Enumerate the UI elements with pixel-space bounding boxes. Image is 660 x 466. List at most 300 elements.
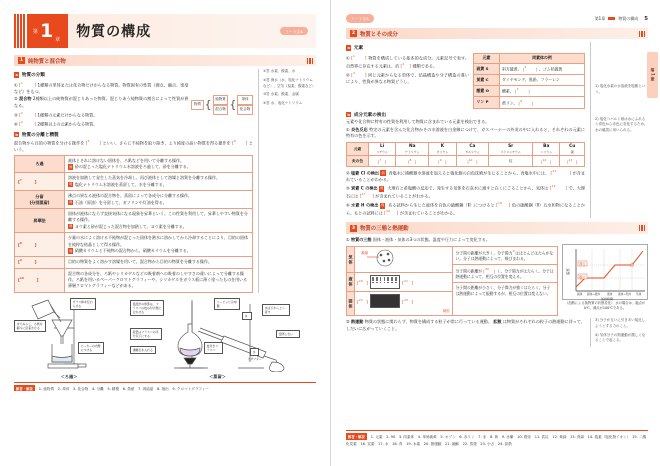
blank-number: 7 [19,177,22,182]
table-row [15,233,253,257]
blank-number: 9 [19,258,22,263]
answers-badge: 解答・解説 [16,386,33,391]
desc-text: 目的の物質をよく溶かす溶媒を用いて、混合物から目的の物質を分離する操作。 [68,259,212,265]
blank-number: 18 [498,201,503,206]
examples-cell [500,85,585,96]
item-text: 種類である。 [412,63,438,69]
blank-number: 4 [20,119,23,124]
state-label-solid: 固体 [347,292,355,315]
list-item [14,96,188,109]
blank-number: 20 [358,279,364,284]
section-2-columns [346,42,648,218]
desc-post: く、分子間力がはたらく。分子は熱運動によって、相互の位置を変える。 [455,268,554,280]
subsection-1b-badge: b [15,132,18,137]
table-row [474,63,585,74]
method-name: 昇華法 [15,208,65,232]
element-symbol: Ba [543,144,550,150]
item-keyword: 水素 H の検出 [351,202,379,208]
element-symbol: Ca [469,144,476,150]
desc-text: 固体が液体にならず直接気体になる現象を昇華という。この性質を利用して、昇華しやすい物質を分離する操作。 [68,210,248,223]
list-item [346,54,469,70]
element-cell: 炭素 C [474,75,500,85]
item-keyword: 炎色反応 [351,126,368,132]
chapter-dai-label: 第 [32,28,38,35]
method-name: ろ過 [15,155,65,173]
detection-item [346,184,585,200]
method-desc [65,257,253,268]
fill-blank[interactable]: [$^2$ ] [400,61,412,69]
experiment-figures [14,298,316,378]
svg-text:固体→液体: 固体→液体 [587,292,601,297]
section-2-main [346,42,585,218]
method-desc [65,173,253,191]
side-note: ④答 水、塩化ナトリウム [263,101,303,106]
section-1-title: 純物質と混合物 [28,58,66,65]
state-cell-gas [355,247,452,272]
item-keyword: 塩素 Cl の検出 [351,170,379,176]
fill-blank[interactable]: [$^4$ ] [18,119,37,126]
item-text: 物質の状態に関わらず、物質を構成する粒子が常に行っている運動。 [364,319,492,325]
blank-number: 8 [409,158,412,163]
method-name-blank[interactable]: [$^7$ ] [15,173,65,191]
table-row [474,75,585,85]
example-text: 硝酸カリウムと不純物の混合物から、硝酸カリウムを分離する。 [74,247,191,253]
element-reading: バリウム [540,149,553,154]
example-marker: 例 [381,170,385,175]
fill-blank[interactable]: [$^6$ ] [518,98,534,105]
example-marker: 例 [69,182,73,187]
item-keyword: 炭素 C の検出 [351,185,378,191]
element-reading: カルシウム [465,149,480,154]
list-item [346,71,469,86]
col-element: 元素 [474,53,500,63]
blank-number: 13 [568,158,573,163]
item-text: 食塩水に硝酸銀水溶液を加えると塩化銀の白色沈殿が生じることから、食塩水中には、 [388,170,550,176]
element-reading: リチウム [376,149,388,154]
liquid-molecules-icon [370,275,400,289]
item-index: ② [346,170,350,176]
callout-beaker-wall: ビーカーの内壁につける [78,342,104,354]
item-text: 1種類の元素だけからなる物質。 [37,111,98,117]
classification-branch-2 [237,95,253,115]
callout-thermometer: 温度計の球部は、フラスコの枝の付け根に合わせる [130,300,164,316]
blank-number: 5 [87,139,90,144]
separation-methods-table [14,155,253,293]
callout-water-in: 水 [242,312,252,320]
method-name-blank[interactable]: [$^8$ ] [15,233,65,257]
examples-cell [500,97,585,108]
section-marks-icon [639,31,645,37]
example-marker: 例 [69,224,73,229]
element-symbol: Na [408,144,416,150]
fill-blank[interactable]: [$^{23}$ ] [402,298,414,305]
answers-badge: 解答・解説 [348,435,365,440]
chapter-number-tab [27,14,68,48]
callout-adapter: アダプター [247,356,262,361]
flame-element-cell [369,142,396,156]
item-text: 同じ元素からなる単体で、結晶構造や分子構造の違いにより、性質が異なる物質どうし。 [346,72,469,84]
section-2-title: 物質とその成分 [360,31,398,38]
row-header-element: 元素 [347,142,369,156]
classification-element: 単体 [237,95,253,105]
examples-pre: 黄リン、 [502,99,518,105]
method-name-blank[interactable]: [$^9$ ] [15,257,65,268]
element-symbol: Li [380,144,385,150]
svg-text:沸点: 沸点 [579,262,586,267]
item-keyword: 物質の三態 [350,236,372,242]
item-text: 2種類以上の純物質が混じりあった物質。混じりあう純物質の割合によって性質が異なる。 [14,96,189,108]
blank-number: 3 [20,110,23,115]
method-desc [65,208,253,232]
examples-cell [500,63,585,74]
blank-number: 3 [353,70,356,75]
side-note: 1) 塩化水素の水溶液を塩酸という。 [595,84,646,94]
state-row-liquid [347,273,452,292]
state-desc-solid: 分子間の距離が小さく、分子間力が強くはたらく。分子は熱運動によって振動するが、相互の位置は変えない。 [455,285,551,297]
item-text: 特定の元素を含んだ化合物かその水溶液を白金線につけて、ガスバーナーの外炎の中に入れると、それぞれの元素に特有の色を示す。 [346,126,585,139]
detection-item [346,201,585,217]
table-row [474,85,585,96]
item-keyword-2: 拡散 [493,319,502,325]
side-note: 4) 気体分子の熱運動が激しくなることで起こる。 [595,332,646,342]
classification-compound: 化合物 [237,105,253,115]
gas-molecules-icon [357,249,413,269]
blank-number: 10 [19,276,24,281]
item-text: 2種類以上の元素からなる物質。 [37,120,98,126]
callout-boiling-stone: 沸騰石を入れる [130,346,156,354]
detection-item [346,169,585,184]
element-symbol: K [440,144,445,150]
running-head-right [595,16,648,22]
arrow-label-freeze: 凝固 [442,309,450,314]
blank-number: 16 [551,184,556,189]
answers-right [346,430,648,448]
desc-pre: 分子間の距離が大きく、分子間力 [455,250,513,256]
fill-blank[interactable]: [$^{15}$ ] [550,168,572,176]
fill-blank[interactable]: [$^{22}$ ] [357,298,369,305]
section-marks-icon [307,58,313,64]
desc-text: 溶液を加熱して発生した蒸気を冷却し、再び液体として溶媒と溶質を分離する操作。 [68,175,220,181]
blank-number: 19 [386,209,391,214]
examples-pre: 斜方硫黄、 [502,66,522,72]
state-row-gas [347,247,452,273]
item-text-2: は物質がそれぞれの粒子の熱運動に伴って、しだいに広がっていくこと。 [346,319,585,331]
desc-pre: 分子間の距離が [455,268,483,274]
page-title: 物質の構成 [76,24,152,40]
method-desc [65,191,253,209]
section-1-header [14,55,316,66]
section-3-side-notes [590,318,648,347]
classification-branch-1 [213,95,229,115]
item-text: が含まれていることがわかる。 [346,170,585,182]
element-reading: ストロンチウム [500,149,521,154]
runhead-divider-icon [608,17,615,20]
fill-blank[interactable]: [$^5$ ] [85,139,102,146]
fill-blank[interactable]: [$^5$ ] [514,87,530,94]
state-row-solid [347,292,452,315]
subsection-2a-title: 元素 [353,46,364,52]
item-text: 大理石と希塩酸の反応で、発生する気体を石灰水に通すと白くにごることから、気体は [387,185,549,191]
element-reading: カリウム [436,149,449,154]
table-row [15,191,253,209]
running-head [346,14,648,23]
chapter-number: 1 [39,19,54,42]
fill-blank[interactable]: [$^4$ ] [522,65,538,72]
section-1-main [14,69,253,293]
item-text: ある試料から生じた液体を白色の硫酸銅（Ⅱ）につけると [388,202,495,208]
brace-icon: { [229,97,237,111]
subsection-2b-title: 成分元素の検出 [353,112,387,118]
method-desc [65,233,253,257]
flame-color-blank[interactable]: [$^8$ ] [396,156,429,166]
item-index: ③ [346,185,350,191]
blank-number: 17 [361,192,366,197]
answers-text: 1. 元素 2. 90 3. 同素体 4. 単斜硫黄 5. オゾン 6. 赤リン 7. 赤 8. 黄 9. 赤紫 10. 橙赤 11. 武紅 12. 黄緑 13. 青緑 14. 塩素（塩化物イオン） 15. 二酸化炭素 16. 炭素 17. 水 18. 青 19. 水素 20. 熱運動 21. 融解 22. 蒸発 23. 小さ 24. 拡散 [346,435,647,447]
subsection-1b-header [14,132,253,138]
flame-color-blank[interactable]: [$^{13}$ ] [560,156,585,166]
item-index: ① [346,55,350,61]
blank-number: 9 [439,158,442,163]
blank-number: 1 [20,80,24,85]
chapter-sho-label: 章 [55,37,61,43]
example-marker: 例 [69,164,73,169]
example-marker: 例 [380,186,384,191]
section-3-title: 物質の三態と熱運動 [360,226,409,232]
subsection-1a-header [14,72,253,78]
state-cell-liquid [355,273,452,291]
row-header-color: 炎の色 [347,156,369,166]
three-states-diagram [346,246,558,316]
blank-number: 10 [468,158,473,163]
method-name [15,191,65,209]
section-1-number: 1 [19,58,24,64]
flame-element-cell [396,142,429,156]
side-note: 2) 塩化コバルト紙は水にふれると青色から赤色に変化するため、水の確認に用いられる。 [595,117,648,132]
desc-text: 沸点の異なる液体の混合物を、蒸留によって各成分に分離する操作。 [68,193,192,199]
blank-number: 2 [402,61,405,66]
method-desc [65,268,253,292]
item-text: 物質を構成している基本的な成分。元素記号で表す。自然界に存在する元素は、約 [346,55,469,69]
element-symbol: Sr [508,144,514,150]
banner-stripes-icon [14,14,27,48]
example-text: ヨウ素と砂が混じった混合物を加熱して、ヨウ素を分離する。 [74,223,187,229]
col-examples: 同素体の例 [500,53,585,63]
lead-pill-right: リード文A [346,14,374,22]
list-item [14,120,188,128]
item-keyword: 熱運動 [351,319,364,325]
item-text: 1種類の単体または化合物だけからなる物質。物質固有の性質（沸点、融点、密度など）をもつ。 [14,82,189,94]
item-index: ① [346,236,350,242]
example-marker: 例 [69,200,73,205]
method-name-sub: (分別蒸留) [29,199,50,205]
example-marker: 例 [69,248,73,253]
state-cell-solid [355,292,452,315]
callout-flask: 枝付きフラスコ [204,342,223,354]
fill-blank[interactable]: [$^3$ ] [351,70,367,78]
examples-post: 、ゴム状硫黄 [538,66,563,72]
intro-pre: 混合物から目的の物質を分ける操作を [14,140,85,146]
flame-reaction-table [346,142,585,167]
fill-blank[interactable]: [$^1$ ] [19,80,37,88]
fill-blank[interactable]: [$^{20}$ ] [357,279,369,286]
classification-diagram [191,82,253,129]
method-name-main: 分留 [35,193,44,199]
callout-water: 水 [250,348,259,356]
fill-blank[interactable]: [$^{18}$ ] [496,201,511,208]
page-number: 5 [644,15,648,22]
table-row [347,142,585,156]
solid-molecules-icon [370,294,400,308]
element-symbol: Cu [569,144,576,150]
element-reading: 銅 [570,149,574,154]
blank-number: 1 [353,53,356,58]
filtration-figure [14,298,124,378]
chapter-banner [14,14,316,48]
section-1b-intro [14,139,253,154]
blank-number: 8 [19,240,22,245]
blank-number: 21 [404,279,409,284]
fill-blank[interactable]: [$^{21}$ ] [402,279,414,286]
subsection-1b-title: 物質の分離と精製 [21,132,59,138]
callout-condenser: リービッヒ冷却器 [214,298,240,310]
flame-element-cell [489,142,533,156]
flame-element-cell [456,142,489,156]
examples-cell: ダイヤモンド、黒鉛、フラーレン [500,75,585,85]
section-3-bottom [346,318,648,347]
chapter-title-wrap [68,14,316,48]
section-3-item2-wrap [346,318,585,347]
element-cell: 硫黄 S [474,63,500,74]
method-desc [65,155,253,173]
filtration-caption: ＜ろ過＞ [60,373,78,379]
list-item [14,81,188,96]
table-row [15,268,253,292]
fill-blank[interactable]: [$^{19}$ ] [384,209,399,216]
flame-color-blank[interactable]: [$^7$ ] [369,156,396,166]
svg-text:液体: 液体 [607,292,613,297]
item-index: ② [346,319,350,325]
desc-text: 液体とそれに溶けない固体を、ろ紙などを用いて分離する操作。 [68,157,184,163]
element-cell: 酸素 O [474,85,500,96]
classification-root: 物質 [191,100,203,110]
desc-text: 混合物の各成分を、ろ紙やシリカゲルなどの吸着剤への吸着のしやすさの違いによって分離する操作。ろ紙を用いるペーパークロマトグラフィーや、シリカゲルをガラス板に薄く塗ったものを用いる薄層クロマトグラフィーなどがある。 [68,270,248,289]
item-keyword: 混合物 [19,96,32,102]
item-index: ② [14,96,18,102]
callout-no-seal: 密閉しない [276,330,300,338]
subsection-2b-intro: 元素や化合物に特有の性質を利用して物質に含まれている元素を検出できる。 [346,119,490,125]
subsection-2b-badge: b [347,112,350,117]
desc-post: はほとんどはたらかない。分子は熱運動によって、飛びまわる。 [455,250,554,262]
flame-color-value: 紅 [489,156,533,166]
section-3-number: 3 [351,225,356,231]
svg-text:加熱時間: 加熱時間 [601,297,614,302]
blank-number: 4 [524,65,527,70]
item-text: が含まれていることがわかる。 [375,193,433,199]
side-tab-label: 第1章 [650,68,656,82]
fill-blank[interactable]: [$^6$ ] [232,139,248,146]
fill-blank[interactable]: [$^{16}$ ] [549,184,568,191]
allotropes-table [473,53,585,109]
svg-text:融点: 融点 [579,275,586,280]
answers-left [14,382,316,393]
state-label-liquid: 液体 [347,273,355,291]
example-text: 塩化ナトリウム水溶液を蒸留して、水を分離する。 [74,181,167,187]
item-index: ② [346,72,350,78]
example-text: 砂の混じった塩化ナトリウム水溶液をろ過して、砂を分離する。 [74,164,191,170]
chart-caption: （加熱による純物質の状態変化） 水の場合は、融点が0℃、沸点が100℃である。 [564,301,646,311]
fill-blank[interactable]: [$^1$ ] [351,53,367,61]
flame-color-blank[interactable]: [$^{10}$ ] [456,156,489,166]
intro-post: という。 [14,140,254,152]
section-2-header [346,28,648,39]
side-note: ②答 海水（水、塩化ナトリウムなど）、空気（窒素、酸素など） [263,78,316,88]
item-text: 色の硫酸銅（Ⅱ）五水和物になることから、もとの試料には [346,202,585,216]
flame-element-cell [560,142,585,156]
section-2-side-notes [590,42,648,218]
section-1-side-notes [258,69,316,293]
examples-pre: 酸素、 [502,88,514,94]
element-cell: リン P [474,97,500,108]
table-row [347,156,585,166]
table-row [15,173,253,191]
table-row [15,257,253,268]
flame-element-cell [533,142,560,156]
flame-color-blank[interactable]: [$^{12}$ ] [533,156,560,166]
subsection-1a-title: 物質の分類 [21,73,45,79]
example-marker: 例 [381,203,385,208]
classification-mixture: 混合物 [213,105,229,115]
list-item [14,111,188,119]
classification-pure: 純物質 [213,95,229,105]
fill-blank[interactable]: [$^{20}$ ] [483,267,496,274]
section-3-item2 [346,319,585,332]
callout-glass-rod: ガラス棒を伝わらせる [70,298,96,310]
section-1-columns [14,69,316,293]
callout-water-flow: 水は下から上へ流す [262,304,290,316]
item-index: ④ [14,120,18,126]
callout-wet-paper: 水でぬらし、ろ紙を漏斗に密着させる [14,320,46,332]
filtration-diagram-icon [14,298,124,372]
blank-number: 7 [379,158,382,163]
blank-number: 22 [358,298,364,303]
desc-text: 少量の水によく溶ける不純物が混じった固体を熱水に溶かしてから冷却することにより、目的の固体を純粋な結晶として得る操作。 [68,235,248,247]
fill-blank[interactable]: [$^3$ ] [18,110,37,117]
item-text: が含まれていることがわかる。 [399,210,458,216]
method-name-blank[interactable]: [$^{10}$ ] [15,268,65,292]
svg-text:気体: 気体 [636,292,642,297]
flame-color-blank[interactable]: [$^9$ ] [429,156,456,166]
callout-liquid-level: 液量はフラスコの半分以下にする [130,328,162,340]
svg-text:液体→気体: 液体→気体 [618,292,632,297]
side-index-tab [647,52,658,98]
fill-blank[interactable]: [$^{17}$ ] [359,192,374,199]
detection-item [346,127,585,140]
subsection-1a-badge: a [15,73,18,78]
blank-number: 5 [516,87,519,92]
blank-number: 6 [233,139,237,144]
svg-text:固体: 固体 [577,292,583,297]
intro-mid: といい、さらに不純物を取り除き、より純度の高い物質を得る操作を [102,140,231,146]
table-header-row [474,53,585,63]
state-desc-gas [453,247,558,265]
brace-icon: { [204,97,212,111]
side-note: 3) 分子が互いに引きあい接近しようとする力のこと。 [595,318,646,328]
heating-curve-svg [563,245,649,301]
element-reading: ナトリウム [405,149,420,154]
item-index: ① [346,126,350,132]
subsection-2a-header [346,45,585,51]
runhead-title: 物質の構成 [618,15,639,21]
